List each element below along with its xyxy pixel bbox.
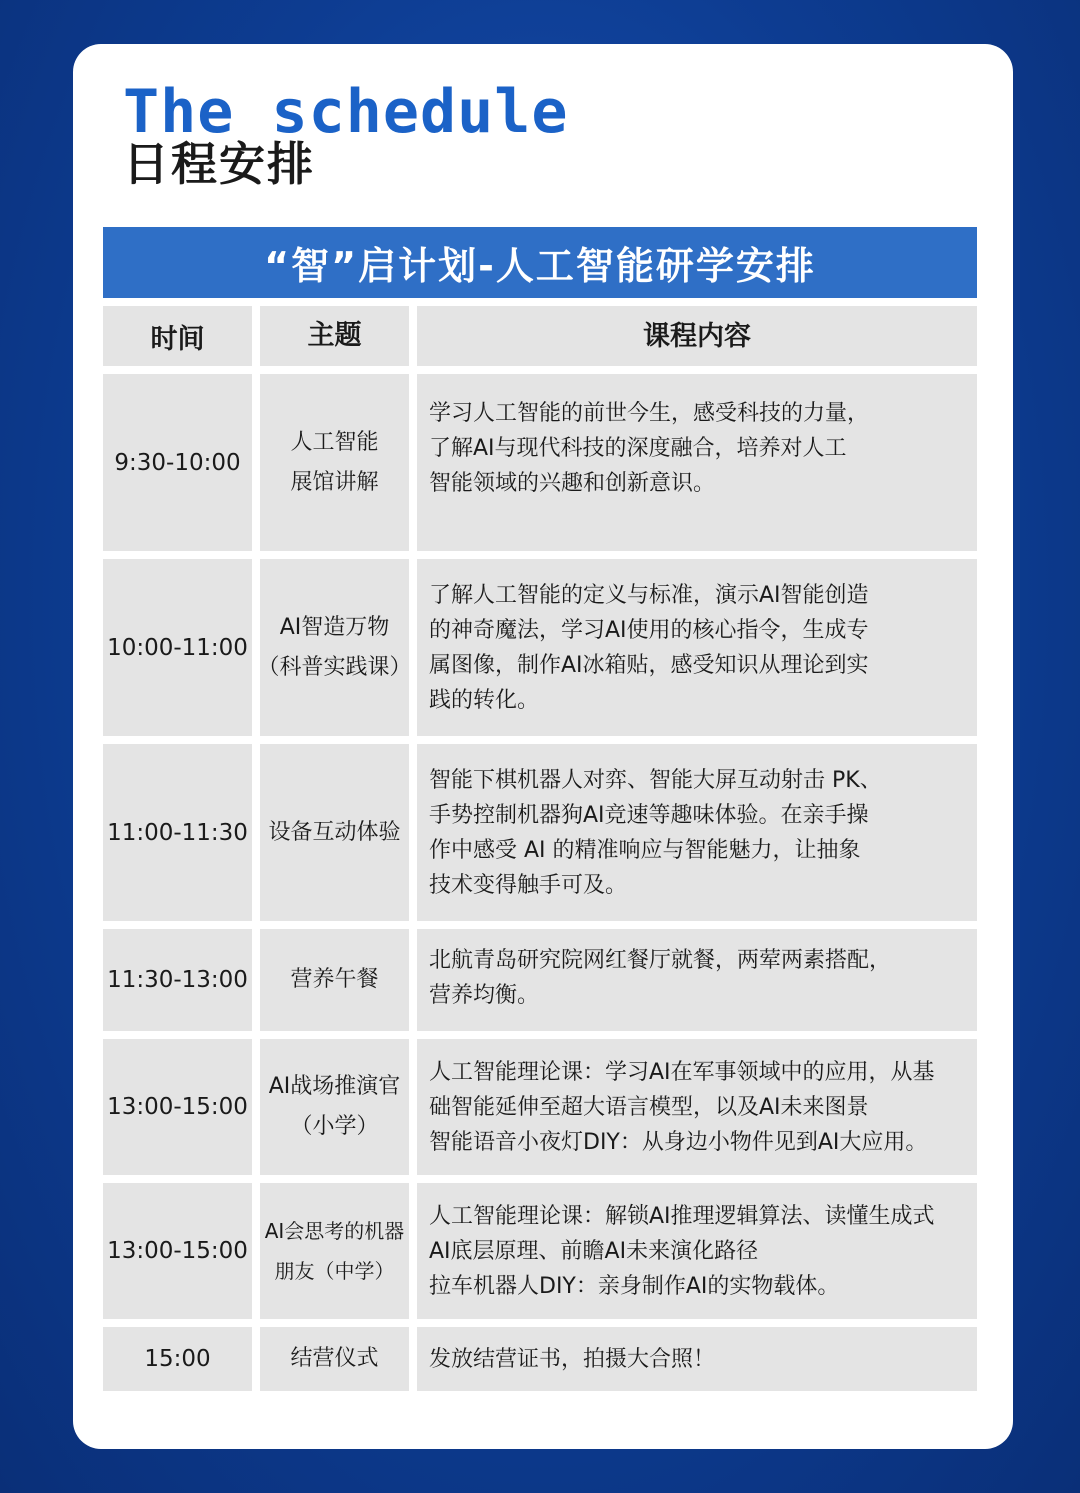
content-cell (417, 374, 977, 551)
table-header-row (103, 306, 977, 366)
content-line: 发放结营证书，拍摄大合照！ (429, 1346, 716, 1372)
content-cell (417, 1183, 977, 1319)
content-line: 人工智能理论课：解锁AI推理逻辑算法、读懂生成式 (429, 1203, 935, 1229)
content-line: AI底层原理、前瞻AI未来演化路径 (429, 1238, 759, 1264)
topic-line: AI会思考的机器 (264, 1219, 405, 1243)
content-cell (417, 744, 977, 921)
table-row (103, 929, 977, 1031)
content-line: 践的转化。 (429, 687, 540, 713)
content-line: 拉车机器人DIY：亲身制作AI的实物载体。 (429, 1273, 840, 1299)
content-cell (417, 1039, 977, 1175)
topic-line: 朋友（中学） (274, 1259, 395, 1283)
content-line: 手势控制机器狗AI竞速等趣味体验。在亲手操 (429, 802, 869, 828)
time-cell: 11:00-11:30 (103, 744, 252, 921)
table-row (103, 1183, 977, 1319)
topic-line: 展馆讲解 (290, 469, 379, 495)
content-line: 作中感受 AI 的精准响应与智能魅力，让抽象 (429, 837, 861, 863)
content-line: 营养均衡。 (429, 983, 540, 1008)
topic-line: AI战场推演官 (268, 1074, 401, 1099)
time-cell: 13:00-15:00 (103, 1039, 252, 1175)
topic-line: 营养午餐 (290, 967, 379, 992)
topic-cell (260, 744, 409, 921)
topic-line: AI智造万物 (279, 614, 390, 640)
header-topic: 主题 (260, 306, 409, 366)
topic-cell (257, 559, 412, 736)
content-cell (417, 929, 977, 1031)
table-row (103, 559, 977, 736)
table-row (103, 374, 977, 551)
content-line: 人工智能理论课：学习AI在军事领域中的应用，从基 (429, 1059, 935, 1085)
content-cell (417, 1327, 977, 1391)
time-cell: 9:30-10:00 (103, 374, 252, 551)
topic-cell (260, 1183, 409, 1319)
content-cell (417, 559, 977, 736)
content-line: 属图像，制作AI冰箱贴，感受知识从理论到实 (429, 652, 869, 678)
content-line: 学习人工智能的前世今生，感受科技的力量， (429, 401, 870, 426)
content-line: 技术变得触手可及。 (429, 872, 628, 898)
topic-cell (260, 374, 409, 551)
schedule-table (103, 298, 977, 1391)
topic-line: （小学） (290, 1114, 379, 1139)
topic-line: 人工智能 (290, 429, 379, 455)
title-chinese: 日程安排 (123, 137, 315, 191)
content-line: 了解人工智能的定义与标准，演示AI智能创造 (429, 582, 869, 608)
table-row (103, 744, 977, 921)
content-line: 智能语音小夜灯DIY：从身边小物件见到AI大应用。 (429, 1129, 928, 1155)
time-cell: 10:00-11:00 (103, 559, 252, 736)
content-line: 智能下棋机器人对弈、智能大屏互动射击 PK、 (429, 767, 882, 793)
content-line: 了解AI与现代科技的深度融合，培养对人工 (429, 436, 847, 461)
header-time: 时间 (103, 306, 252, 366)
title-english: The schedule (123, 77, 569, 147)
topic-line: （科普实践课） (257, 654, 412, 680)
content-line: 的神奇魔法，学习AI使用的核心指令，生成专 (429, 617, 869, 643)
table-row (103, 1039, 977, 1175)
topic-cell (260, 929, 409, 1031)
topic-line: 结营仪式 (290, 1346, 379, 1371)
content-line: 础智能延伸至超大语言模型，以及AI未来图景 (429, 1094, 869, 1120)
topic-line: 设备互动体验 (268, 819, 401, 845)
table-title: “智”启计划-人工智能研学安排 (103, 227, 977, 298)
time-cell: 15:00 (103, 1327, 252, 1391)
content-line: 北航青岛研究院网红餐厅就餐，两荤两素搭配， (429, 948, 892, 973)
time-cell: 11:30-13:00 (103, 929, 252, 1031)
time-cell: 13:00-15:00 (103, 1183, 252, 1319)
topic-cell (260, 1327, 409, 1391)
content-line: 智能领域的兴趣和创新意识。 (429, 471, 716, 496)
table-row (103, 1327, 977, 1391)
header-content: 课程内容 (417, 306, 977, 366)
topic-cell (260, 1039, 409, 1175)
schedule-card (73, 44, 1013, 1449)
